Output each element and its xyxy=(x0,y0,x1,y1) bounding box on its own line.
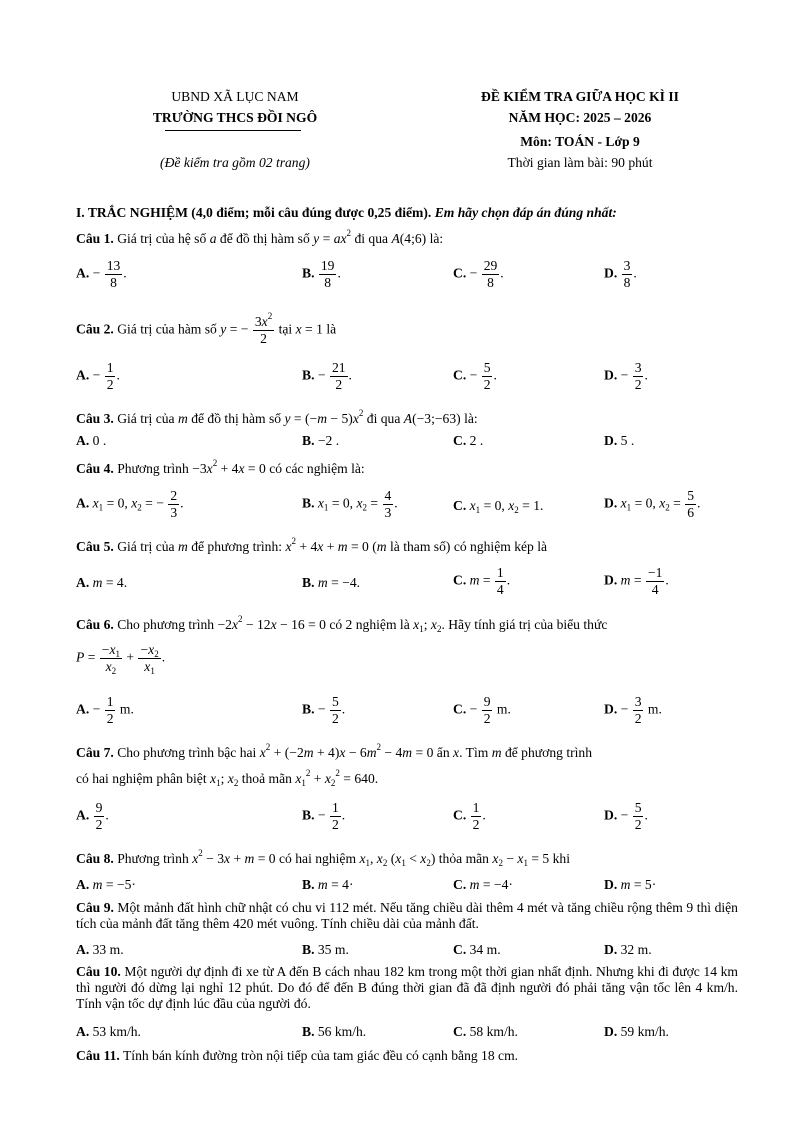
q6-option-a[interactable]: A. − $\frac{1}{2}$ m. xyxy=(76,694,134,726)
q8-option-a[interactable]: A. m = −5· xyxy=(76,877,136,892)
q6-option-c[interactable]: C. − $\frac{9}{2}$ m. xyxy=(453,694,511,726)
q9-option-a[interactable]: A. 33 m. xyxy=(76,942,124,957)
q4-option-b[interactable]: B. $x_1 = 0$, $x_2$ = $\frac{4}{3}$ . xyxy=(302,488,398,520)
q8-option-c[interactable]: C. m = −4· xyxy=(453,877,513,892)
q9-option-d[interactable]: D. 32 m. xyxy=(604,942,652,957)
q6-option-d[interactable]: D. − $\frac{3}{2}$ m. xyxy=(604,694,662,726)
question-4: Câu 4. Phương trình $-3x^2 + 4x = 0$ có các nghiệm là: xyxy=(76,458,365,476)
q1-option-a[interactable]: A. − $\frac{13}{8}$ . xyxy=(76,258,127,290)
q2-option-c[interactable]: C. − $\frac{5}{2}$ . xyxy=(453,360,497,392)
q3-option-b[interactable]: B. −2 . xyxy=(302,433,340,448)
question-6: Câu 6. Cho phương trình $-2x^2 - 12x - 16 = 0$ có 2 nghiệm là $x_1$; $x_2$. Hãy tính giá trị của biểu thức xyxy=(76,614,608,634)
header-underline xyxy=(165,130,301,131)
subject: Môn: TOÁN - Lớp 9 xyxy=(520,134,640,149)
q4-option-d[interactable]: D. $x_1 = 0$, $x_2$ = $\frac{5}{6}$ . xyxy=(604,488,701,520)
q5-option-d[interactable]: D. m = $\frac{-1}{4}$ . xyxy=(604,565,669,597)
question-7: Câu 7. Cho phương trình bậc hai $x^2 + (-2m + 4)x - 6m^2 - 4m = 0$ ẩn x. Tìm m để phương trình xyxy=(76,742,592,760)
q9-option-c[interactable]: C. 34 m. xyxy=(453,942,501,957)
q4-option-c[interactable]: C. $x_1 = 0$, $x_2 = 1$. xyxy=(453,498,544,515)
q3-option-d[interactable]: D. 5 . xyxy=(604,433,635,448)
q10-option-b[interactable]: B. 56 km/h. xyxy=(302,1024,367,1039)
question-7-line-2: có hai nghiệm phân biệt $x_1$; $x_2$ thoả mãn $x_1^2 + x_2^2 = 640$. xyxy=(76,768,379,788)
q7-option-c[interactable]: C. $\frac{1}{2}$ . xyxy=(453,800,486,832)
q7-option-a[interactable]: A. $\frac{9}{2}$ . xyxy=(76,800,109,832)
q5-option-a[interactable]: A. m = 4. xyxy=(76,575,128,590)
q10-option-a[interactable]: A. 53 km/h. xyxy=(76,1024,141,1039)
q8-option-b[interactable]: B. m = 4· xyxy=(302,877,354,892)
q6-option-b[interactable]: B. − $\frac{5}{2}$ . xyxy=(302,694,346,726)
q5-option-b[interactable]: B. m = −4. xyxy=(302,575,361,590)
question-3: Câu 3. Giá trị của m để đồ thị hàm số $y = (-m - 5)x^2$ đi qua A(−3;−63) là: xyxy=(76,408,478,426)
school-year: NĂM HỌC: 2025 – 2026 xyxy=(508,110,652,125)
q7-option-d[interactable]: D. − $\frac{5}{2}$ . xyxy=(604,800,648,832)
q3-option-c[interactable]: C. 2 . xyxy=(453,433,484,448)
q6-expression: P = $\frac{-x_1}{x_2}$ + $\frac{-x_2}{x_1}$ . xyxy=(76,642,166,676)
q1-option-b[interactable]: B. $\frac{19}{8}$ . xyxy=(302,258,341,290)
q7-option-b[interactable]: B. − $\frac{1}{2}$ . xyxy=(302,800,346,832)
school-name: TRƯỜNG THCS ĐỒI NGÔ xyxy=(152,110,318,125)
q2-option-a[interactable]: A. − $\frac{1}{2}$ . xyxy=(76,360,120,392)
page-count-note: (Đề kiểm tra gồm 02 trang) xyxy=(160,155,310,170)
section-title: I. TRẮC NGHIỆM (4,0 điểm; mỗi câu đúng được 0,25 điểm). Em hãy chọn đáp án đúng nhất: xyxy=(76,205,617,220)
q1-option-c[interactable]: C. − $\frac{29}{8}$ . xyxy=(453,258,504,290)
q2-option-d[interactable]: D. − $\frac{3}{2}$ . xyxy=(604,360,648,392)
question-10: Câu 10. Một người dự định đi xe từ A đến B cách nhau 182 km trong một thời gian nhất định. Nhưng khi đi được 14 km thì người đó dừng lại nghỉ 12 phút. Do đó để đến B đúng thời gian đã đã định người đó phải tăng vận tốc lên 4 km/h. Tính vận tốc dự định lúc đầu của người đó. xyxy=(76,964,738,1011)
question-1: Câu 1. Giá trị của hệ số a để đồ thị hàm số $y = ax^2$ đi qua A(4;6) là: xyxy=(76,228,444,246)
q3-option-a[interactable]: A. 0 . xyxy=(76,433,107,448)
question-2: Câu 2. Giá trị của hàm số y = − $\frac{3x^2}{2}$ tại x = 1 là xyxy=(76,311,337,346)
q9-option-b[interactable]: B. 35 m. xyxy=(302,942,349,957)
duration: Thời gian làm bài: 90 phút xyxy=(507,155,653,170)
q10-option-c[interactable]: C. 58 km/h. xyxy=(453,1024,518,1039)
q4-option-a[interactable]: A. $x_1 = 0$, $x_2$ = − $\frac{2}{3}$ . xyxy=(76,488,184,520)
question-11: Câu 11. Tính bán kính đường tròn nội tiếp của tam giác đều có cạnh bằng 18 cm. xyxy=(76,1048,519,1063)
exam-title: ĐỀ KIỂM TRA GIỮA HỌC KÌ II xyxy=(481,89,679,104)
question-9: Câu 9. Một mảnh đất hình chữ nhật có chu vi 112 mét. Nếu tăng chiều dài thêm 4 mét và tăng chiều rộng thêm 9 thì diện tích của mảnh đất tăng thêm 420 mét vuông. Tính chiều dài của mảnh đất. xyxy=(76,900,738,931)
q2-option-b[interactable]: B. − $\frac{21}{2}$ . xyxy=(302,360,352,392)
school-authority: UBND XÃ LỤC NAM xyxy=(171,89,299,104)
q8-option-d[interactable]: D. m = 5· xyxy=(604,877,657,892)
question-8: Câu 8. Phương trình $x^2 - 3x + m = 0$ có hai nghiệm $x_1$, $x_2$ $(x_1 < x_2)$ thỏa mãn $x_2 - x_1 = 5$ khi xyxy=(76,848,570,868)
q1-option-d[interactable]: D. $\frac{3}{8}$ . xyxy=(604,258,637,290)
q5-option-c[interactable]: C. m = $\frac{1}{4}$ . xyxy=(453,565,511,597)
q10-option-d[interactable]: D. 59 km/h. xyxy=(604,1024,669,1039)
question-5: Câu 5. Giá trị của m để phương trình: $x^2 + 4x + m = 0$ (m là tham số) có nghiệm kép là xyxy=(76,536,548,554)
